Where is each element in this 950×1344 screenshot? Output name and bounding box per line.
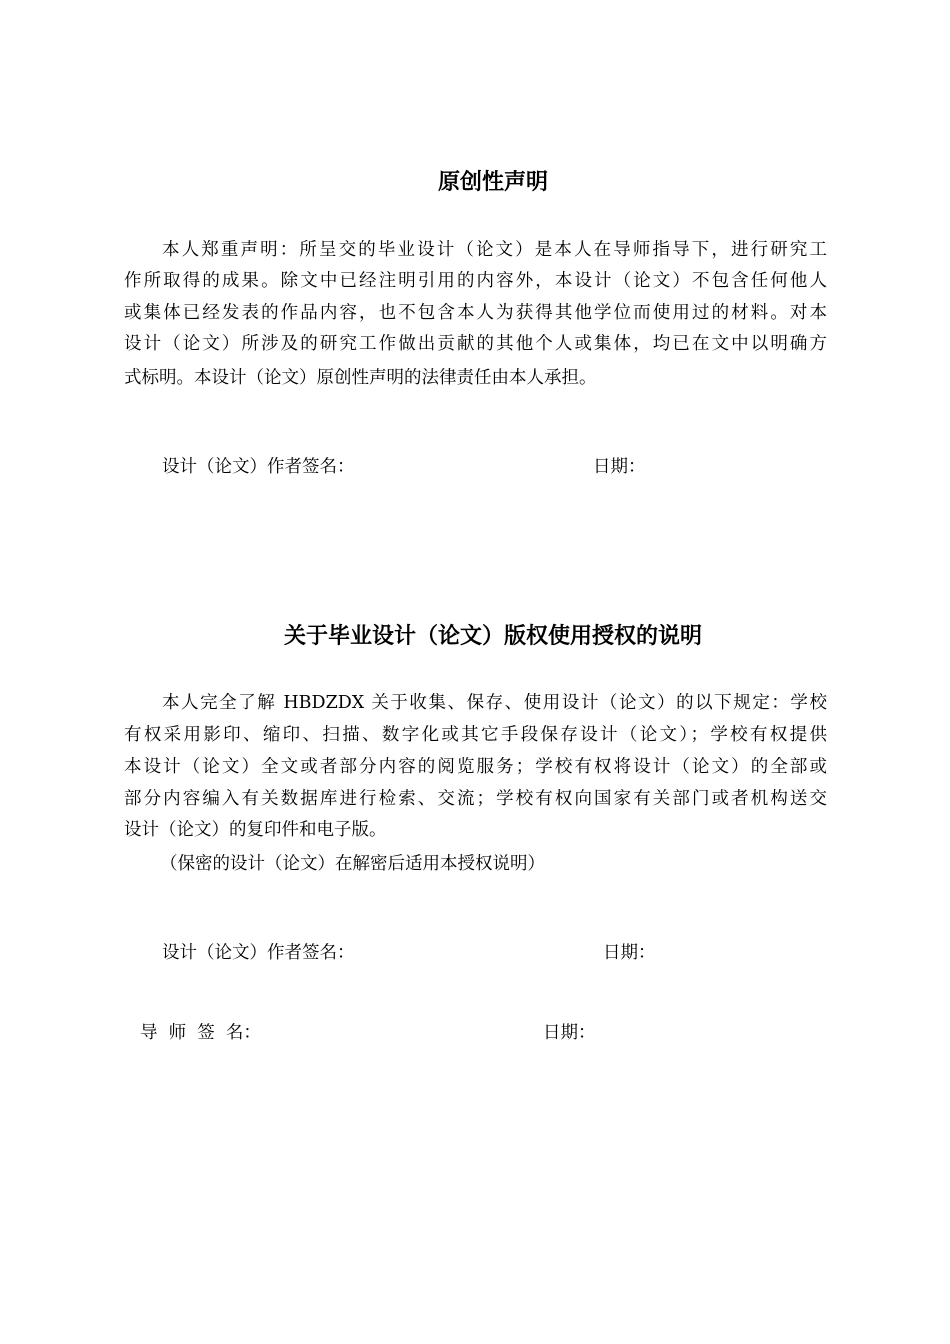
originality-title: 原创性声明 xyxy=(437,169,548,195)
paragraph-line: 式标明。本设计（论文）原创性声明的法律责任由本人承担。 xyxy=(124,368,597,388)
paragraph-line: 或集体已经发表的作品内容，也不包含本人为获得其他学位而使用过的材料。对本 xyxy=(124,303,827,323)
paragraph-line: 设计（论文）所涉及的研究工作做出贡献的其他个人或集体，均已在文中以明确方 xyxy=(124,334,827,354)
paragraph-line: 作所取得的成果。除文中已经注明引用的内容外，本设计（论文）不包含任何他人 xyxy=(124,271,827,291)
author-signature-label: 设计（论文）作者签名： xyxy=(162,943,355,963)
paragraph-line: 设计（论文）的复印件和电子版。 xyxy=(124,820,387,840)
advisor-date-label: 日期： xyxy=(543,1023,596,1043)
author-signature-label: 设计（论文）作者签名： xyxy=(162,457,355,477)
paragraph-line: 本人郑重声明：所呈交的毕业设计（论文）是本人在导师指导下，进行研究工 xyxy=(162,240,827,260)
advisor-signature-label: 导 师 签 名： xyxy=(140,1023,261,1043)
paragraph-line: 有权采用影印、缩印、扫描、数字化或其它手段保存设计（论文）；学校有权提供 xyxy=(124,725,827,745)
paragraph-line: 部分内容编入有关数据库进行检索、交流；学校有权向国家有关部门或者机构送交 xyxy=(124,789,827,809)
paragraph-line: 本人完全了解 HBDZDX 关于收集、保存、使用设计（论文）的以下规定：学校 xyxy=(162,693,827,713)
date-label: 日期： xyxy=(593,457,646,477)
author-date-label: 日期： xyxy=(603,943,656,963)
confidential-note: （保密的设计（论文）在解密后适用本授权说明） xyxy=(160,854,545,874)
copyright-title: 关于毕业设计（论文）版权使用授权的说明 xyxy=(283,623,702,649)
paragraph-line: 本设计（论文）全文或者部分内容的阅览服务；学校有权将设计（论文）的全部或 xyxy=(124,757,827,777)
